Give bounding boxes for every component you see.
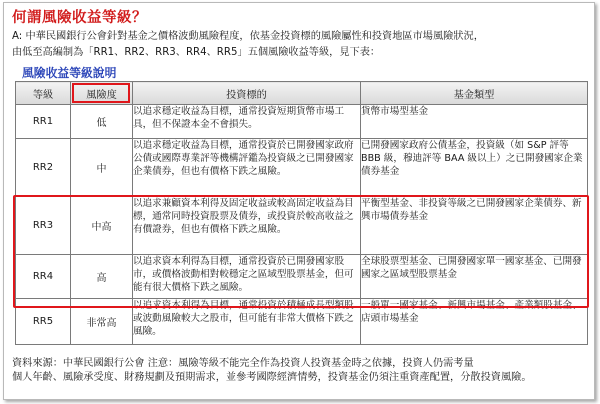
section-title: 風險收益等級說明 bbox=[22, 66, 117, 80]
header-target: 投資標的 bbox=[133, 82, 361, 105]
page-title: 何謂風險收益等級？ bbox=[12, 10, 147, 26]
cell-target: 以追求資本利得為目標，通常投資於積極成長型類股或波動風險較大之股市，但可能有非常大價格下跌之風險。 bbox=[133, 299, 361, 345]
table-row bbox=[16, 105, 588, 139]
table-row bbox=[16, 299, 588, 345]
cell-target: 以追求穩定收益為目標，通常投資短期貨幣市場工具，但不保證本金不會損失。 bbox=[133, 105, 361, 139]
risk-level-table bbox=[15, 81, 588, 345]
source-note-line-1: 資料來源：中華民國銀行公會 注意：風險等級不能完全作為投資人投資基金時之依據，投資人仍需考量 bbox=[12, 358, 474, 369]
intro-line-1: A: 中華民國銀行公會針對基金之價格波動風險程度，依基金投資標的風險屬性和投資地區市場風險狀況， bbox=[12, 31, 484, 42]
cell-risk: 低 bbox=[71, 105, 133, 139]
cell-risk: 中高 bbox=[71, 197, 133, 255]
cell-target: 以追求兼顧資本利得及固定收益或較高固定收益為目標，通常同時投資股票及債券，或投資於較高收益之有價證券，但也有價格下跌之風險。 bbox=[133, 197, 361, 255]
header-fund-type: 基金類型 bbox=[361, 82, 588, 105]
cell-fund-type: 平衡型基金、非投資等級之已開發國家企業債券、新興市場債券基金 bbox=[361, 197, 588, 255]
cell-fund-type: 全球股票型基金、已開發國家單一國家基金、已開發國家之區域型股票基金 bbox=[361, 255, 588, 299]
cell-risk: 中 bbox=[71, 139, 133, 197]
intro-paragraph bbox=[12, 29, 582, 61]
table-header-row bbox=[16, 82, 588, 105]
cell-risk: 高 bbox=[71, 255, 133, 299]
source-note bbox=[12, 357, 588, 385]
source-note-line-2: 個人年齡、風險承受度、財務規劃及預期需求，並參考國際經濟情勢，投資基金仍須注重資產配置，分散投資風險。 bbox=[12, 372, 532, 383]
cell-fund-type: 貨幣市場型基金 bbox=[361, 105, 588, 139]
header-level: 等級 bbox=[16, 82, 71, 105]
table-row bbox=[16, 139, 588, 197]
header-risk: 風險度 bbox=[71, 82, 133, 105]
table-row bbox=[16, 255, 588, 299]
table-row bbox=[16, 197, 588, 255]
cell-level: RR2 bbox=[16, 139, 71, 197]
cell-risk: 非常高 bbox=[71, 299, 133, 345]
cell-level: RR5 bbox=[16, 299, 71, 345]
cell-target: 以追求資本利得為目標，通常投資於已開發國家股市，或價格波動相對較穩定之區域型股票基金，但可能有很大價格下跌之風險。 bbox=[133, 255, 361, 299]
cell-level: RR4 bbox=[16, 255, 71, 299]
cell-level: RR3 bbox=[16, 197, 71, 255]
intro-line-2: 由低至高編制為「RR1、RR2、RR3、RR4、RR5」五個風險收益等級，見下表： bbox=[12, 47, 381, 58]
cell-target: 以追求穩定收益為目標，通常投資於已開發國家政府公債或國際專業評等機構評鑑為投資級之已開發國家企業債券，但也有價格下跌之風險。 bbox=[133, 139, 361, 197]
cell-level: RR1 bbox=[16, 105, 71, 139]
cell-fund-type: 一般單一國家基金、新興市場基金、產業類股基金、店頭市場基金 bbox=[361, 299, 588, 345]
cell-fund-type: 已開發國家政府公債基金，投資級（如 S&P 評等 BBB 級，穆迪評等 BAA 級以上）之已開發國家企業債券基金 bbox=[361, 139, 588, 197]
